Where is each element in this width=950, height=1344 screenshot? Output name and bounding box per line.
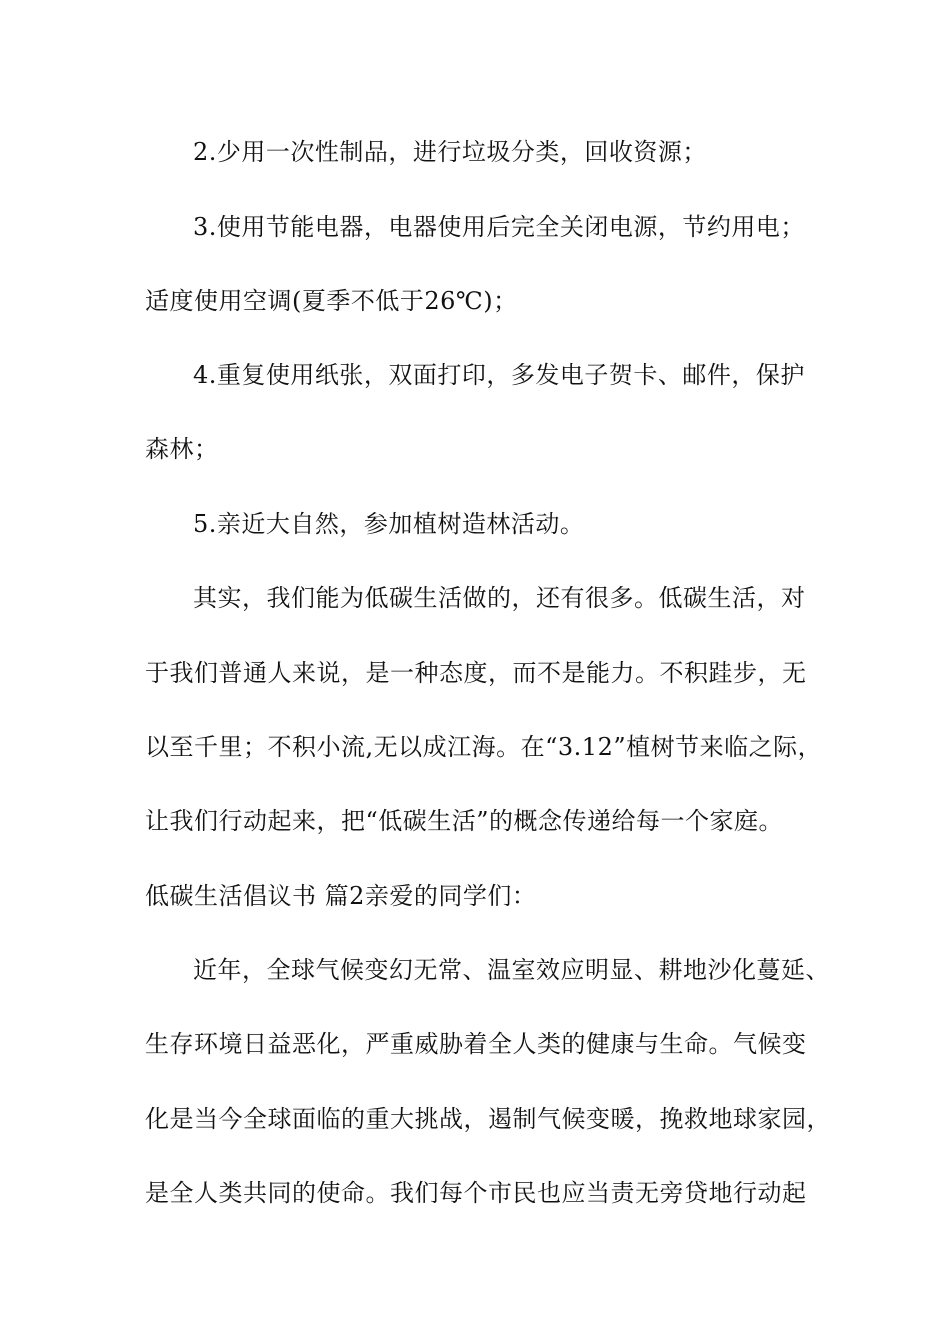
- paragraph-line: 化是当今全球面临的重大挑战，遏制气候变暖，挽救地球家园，: [145, 1105, 831, 1133]
- paragraph-line: 其实，我们能为低碳生活做的，还有很多。低碳生活，对: [193, 584, 806, 612]
- list-item-2: 2.少用一次性制品，进行垃圾分类，回收资源；: [193, 138, 707, 166]
- paragraph-line: 于我们普通人来说，是一种态度，而不是能力。不积跬步，无: [145, 659, 807, 687]
- paragraph-line: 近年，全球气候变幻无常、温室效应明显、耕地沙化蔓延、: [193, 956, 830, 984]
- paragraph-line: 生存环境日益恶化，严重威胁着全人类的健康与生命。气候变: [145, 1030, 807, 1058]
- list-item-4-continued: 森林；: [145, 435, 219, 463]
- list-item-3: 3.使用节能电器，电器使用后完全关闭电源，节约用电；: [193, 213, 805, 241]
- paragraph-line: 让我们行动起来，把“低碳生活”的概念传递给每一个家庭。: [145, 807, 784, 835]
- list-item-4: 4.重复使用纸张，双面打印，多发电子贺卡、邮件，保护: [193, 361, 805, 389]
- paragraph-line: 是全人类共同的使命。我们每个市民也应当责无旁贷地行动起: [145, 1179, 807, 1207]
- paragraph-line: 以至千里；不积小流,无以成江海。在“3.12”植树节来临之际，: [145, 733, 823, 761]
- list-item-3-continued: 适度使用空调(夏季不低于26℃)；: [145, 287, 518, 315]
- list-item-5: 5.亲近大自然，参加植树造林活动。: [193, 510, 585, 538]
- section-heading: 低碳生活倡议书 篇2亲爱的同学们：: [145, 882, 537, 910]
